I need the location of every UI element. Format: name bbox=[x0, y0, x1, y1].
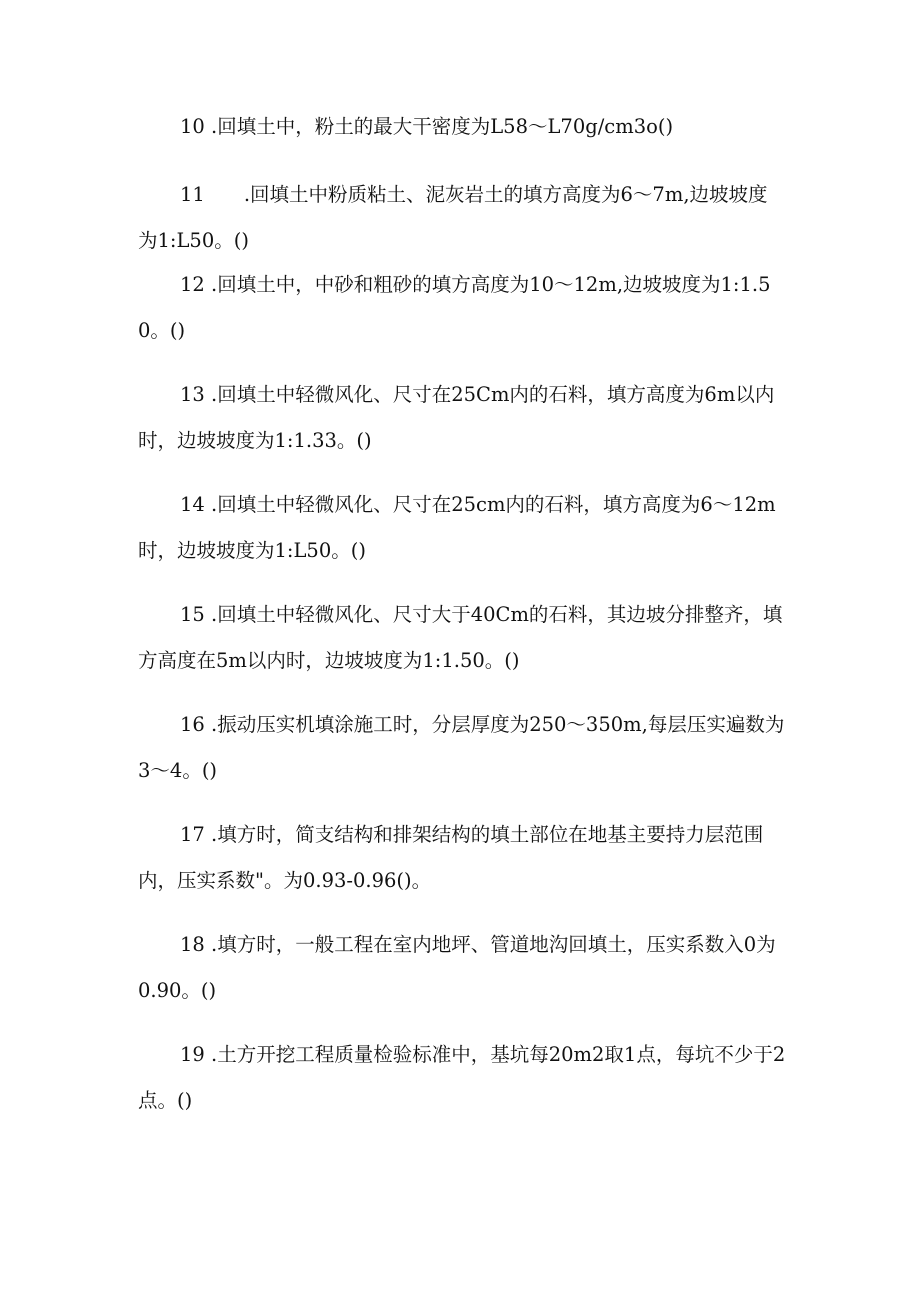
question-15: 15 .回填土中轻微风化、尺寸大于40Cm的石料，其边坡分排整齐，填方高度在5m以内时，边坡坡度为1:1.50。() bbox=[138, 603, 783, 672]
question-14: 14 .回填土中轻微风化、尺寸在25cm内的石料，填方高度为6～12m时，边坡坡度为1:L50。() bbox=[138, 493, 776, 562]
question-17: 17 .填方时，简支结构和排架结构的填土部位在地基主要持力层范围内，压实系数"。为0.93-0.96()。 bbox=[138, 823, 764, 892]
question-19: 19 .土方开挖工程质量检验标准中，基坑每20m2取1点，每坑不少于2点。() bbox=[138, 1043, 786, 1112]
question-16: 16 .振动压实机填涂施工时，分层厚度为250～350m,每层压实遍数为3～4。() bbox=[138, 713, 785, 782]
question-10: 10 .回填土中，粉土的最大干密度为L58～L70g/cm3o() bbox=[180, 115, 674, 138]
question-11: 11 .回填土中粉质粘土、泥灰岩土的填方高度为6～7m,边坡坡度为1:L50。() bbox=[138, 183, 768, 252]
question-13: 13 .回填土中轻微风化、尺寸在25Cm内的石料，填方高度为6m以内时，边坡坡度为1:1.33。() bbox=[138, 383, 775, 452]
question-18: 18 .填方时，一般工程在室内地坪、管道地沟回填土，压实系数入0为0.90。() bbox=[138, 933, 776, 1002]
question-12: 12 .回填土中，中砂和粗砂的填方高度为10～12m,边坡坡度为1:1.50。() bbox=[138, 273, 771, 342]
